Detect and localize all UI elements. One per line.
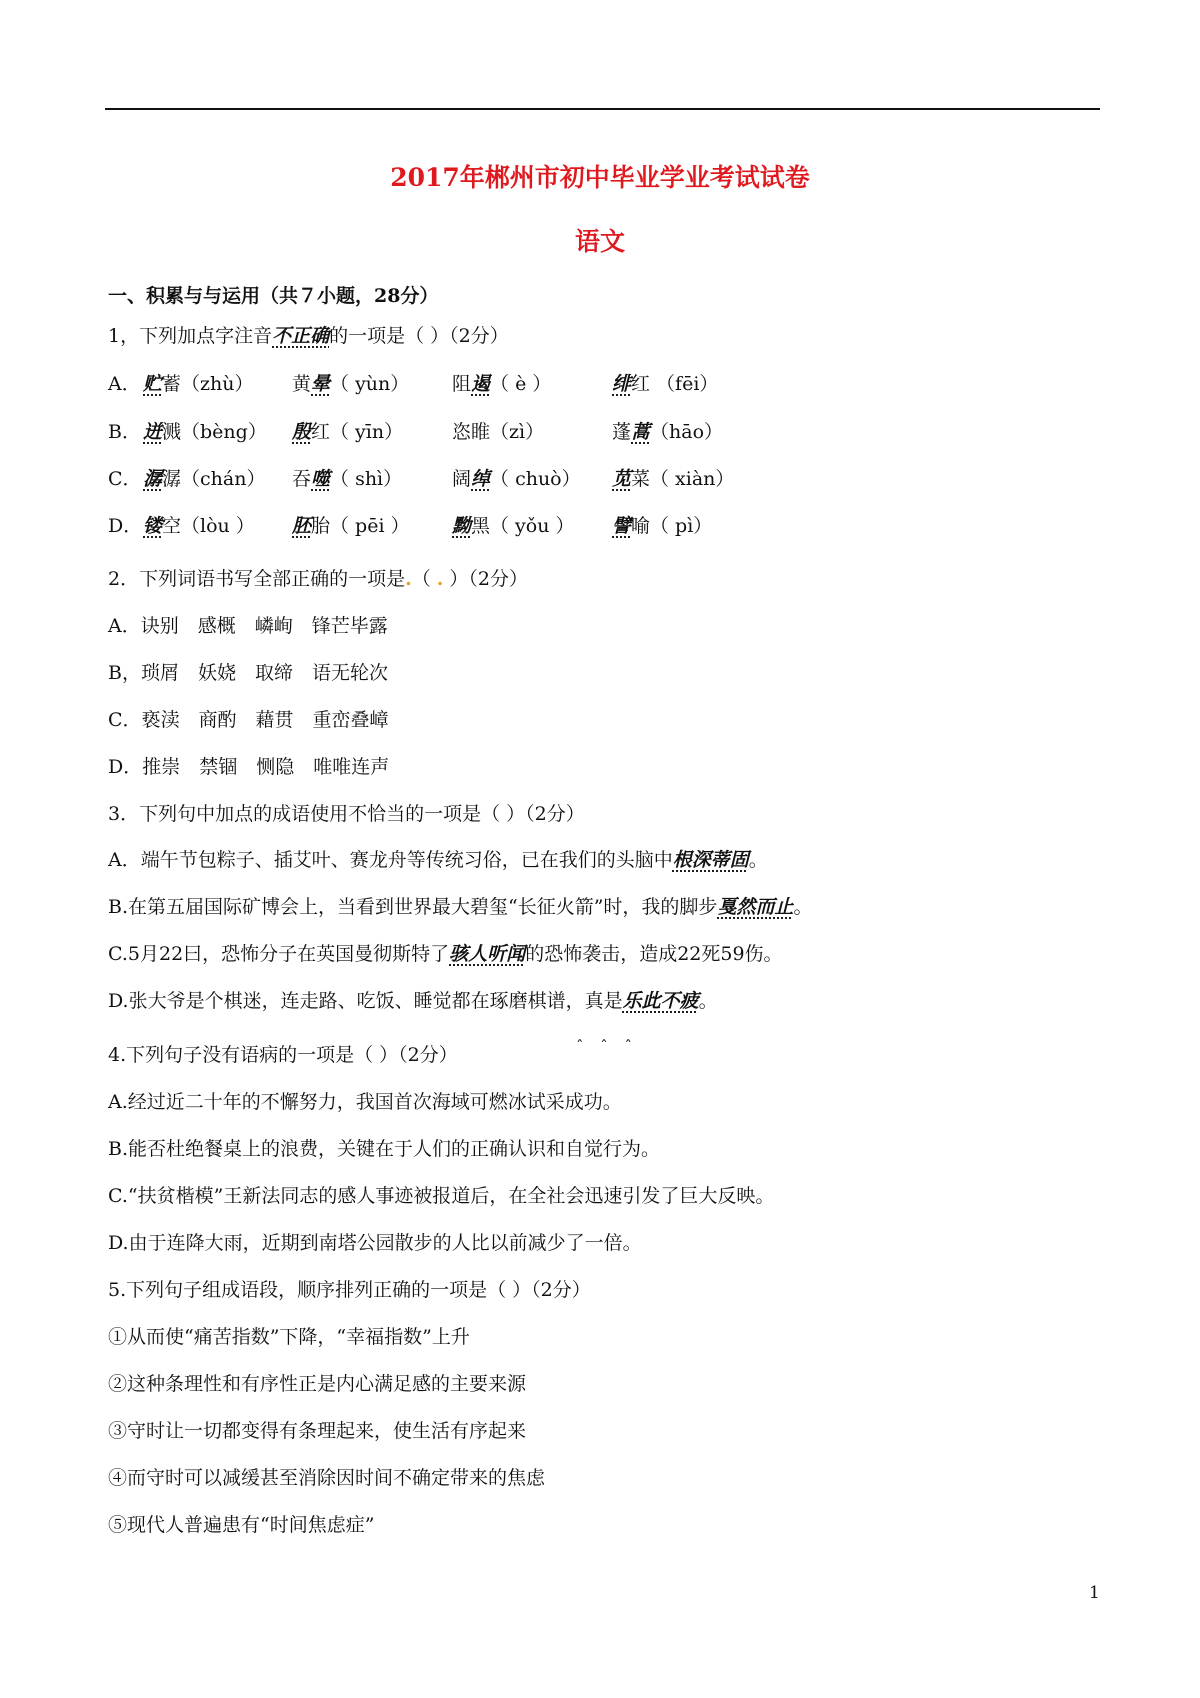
- q1-b-item4: 蓬蒿（hāo）: [612, 421, 724, 443]
- q4-option-a: A.经过近二十年的不懈努力，我国首次海域可燃冰试采成功。: [108, 1091, 622, 1113]
- q1-c-item3: 阔绰（ chuò）: [452, 468, 581, 490]
- q5-item-2: ②这种条理性和有序性正是内心满足感的主要来源: [108, 1373, 527, 1395]
- q1-row-b: [108, 420, 724, 444]
- q2-stem: 2．下列词语书写全部正确的一项是.（ . ）（2分）: [108, 568, 529, 590]
- q4-stem: 4.下列句子没有语病的一项是（ ）（2分）: [108, 1044, 458, 1066]
- q1-c-item1: 潺潺（chán）: [143, 468, 266, 490]
- q3-option-c: C.5月22曰，恐怖分子在英国曼彻斯特了骇人听闻的恐怖袭击，造成22死59伤。: [108, 943, 783, 965]
- q1-row-d: [108, 514, 713, 538]
- q1-stem-emphasis: 不正确: [272, 325, 330, 347]
- q1-d-item3: 黝黑（ yǒu ）: [452, 515, 575, 537]
- option-label: A．: [108, 373, 141, 395]
- q1-row-c: [108, 467, 735, 491]
- q1-b-item1: 迸溅（bèng）: [143, 421, 267, 443]
- q1-a-item3: 阻遏（ è ）: [452, 373, 552, 395]
- q4-option-d: D.由于连降大雨，近期到南塔公园散步的人比以前减少了一倍。: [108, 1232, 642, 1254]
- q1-d-item4: 譬喻（ pì）: [612, 515, 713, 537]
- q2-option-a: A．诀别 感概 嶙峋 锋芒毕露: [108, 615, 388, 637]
- q1-b-item2: 殷红（ yīn）: [292, 421, 404, 443]
- q2-option-c: C．亵渎 商酌 藉贯 重峦叠嶂: [108, 709, 389, 731]
- option-label: B．: [108, 421, 141, 443]
- page-number: 1: [1089, 1583, 1100, 1603]
- q4-option-b: B.能否杜绝餐桌上的浪费，关键在于人们的正确认识和自觉行为。: [108, 1138, 661, 1160]
- caret-marks: ˆ ˆ ˆ: [576, 1037, 639, 1055]
- q2-option-d: D．推崇 禁锢 恻隐 唯唯连声: [108, 756, 390, 778]
- q5-item-1: ①从而使“痛苦指数”下降，“幸福指数”上升: [108, 1326, 470, 1348]
- section-heading: 一、积累与与运用（共７小题，28分）: [108, 285, 439, 307]
- q3-option-b: B.在第五届国际矿博会上，当看到世界最大碧玺“长征火箭”时，我的脚步戛然而止。: [108, 896, 813, 918]
- stray-mark: .: [436, 568, 444, 590]
- q1-stem-pre: 1，下列加点字注音: [108, 325, 273, 347]
- q2-option-b: B，琐屑 妖娆 取缔 语无轮次: [108, 662, 388, 684]
- q4-option-c: C.“扶贫楷模”王新法同志的感人事迹被报道后，在全社会迅速引发了巨大反映。: [108, 1185, 775, 1207]
- header-rule: [105, 108, 1100, 110]
- subject-title: 语文: [574, 227, 625, 256]
- q5-item-3: ③守时让一切都变得有条理起来，使生活有序起来: [108, 1420, 527, 1442]
- q3-option-a: A．端午节包粽子、插艾叶、赛龙舟等传统习俗，已在我们的头脑中根深蒂固。: [108, 849, 768, 871]
- q5-stem: 5.下列句子组成语段，顺序排列正确的一项是（ ）（2分）: [108, 1279, 591, 1301]
- option-label: C．: [108, 468, 142, 490]
- exam-title: 2017年郴州市初中毕业学业考试试卷: [390, 163, 810, 192]
- q5-item-5: ⑤现代人普遍患有“时间焦虑症”: [108, 1514, 375, 1536]
- q1-stem-post: 的一项是（ ）（2分）: [329, 325, 509, 347]
- q3-option-d: D.张大爷是个棋迷，连走路、吃饭、睡觉都在琢磨棋谱，真是乐此不疲。: [108, 990, 718, 1012]
- q1-row-a: [108, 372, 719, 396]
- q1-d-item2: 胚胎（ pēi ）: [292, 515, 410, 537]
- q1-c-item4: 苋菜（ xiàn）: [612, 468, 735, 490]
- q5-item-4: ④而守时可以减缓甚至消除因时间不确定带来的焦虑: [108, 1467, 546, 1489]
- q1-a-item2: 黄晕（ yùn）: [292, 373, 410, 395]
- q1-c-item2: 吞噬（ shì）: [292, 468, 403, 490]
- q1-b-item3: 恣睢（zì）: [452, 421, 545, 443]
- q1-stem: [108, 324, 509, 348]
- option-label: D．: [108, 515, 143, 537]
- q1-d-item1: 镂空（lòu ）: [143, 515, 255, 537]
- q1-a-item4: 绯红 （fēi）: [612, 373, 719, 395]
- q1-a-item1: 贮蓄（zhù）: [143, 373, 254, 395]
- q3-stem: 3．下列句中加点的成语使用不恰当的一项是（ ）（2分）: [108, 803, 585, 825]
- q2-stem-text: 2．下列词语书写全部正确的一项是: [108, 568, 406, 590]
- stray-mark: .: [405, 568, 412, 590]
